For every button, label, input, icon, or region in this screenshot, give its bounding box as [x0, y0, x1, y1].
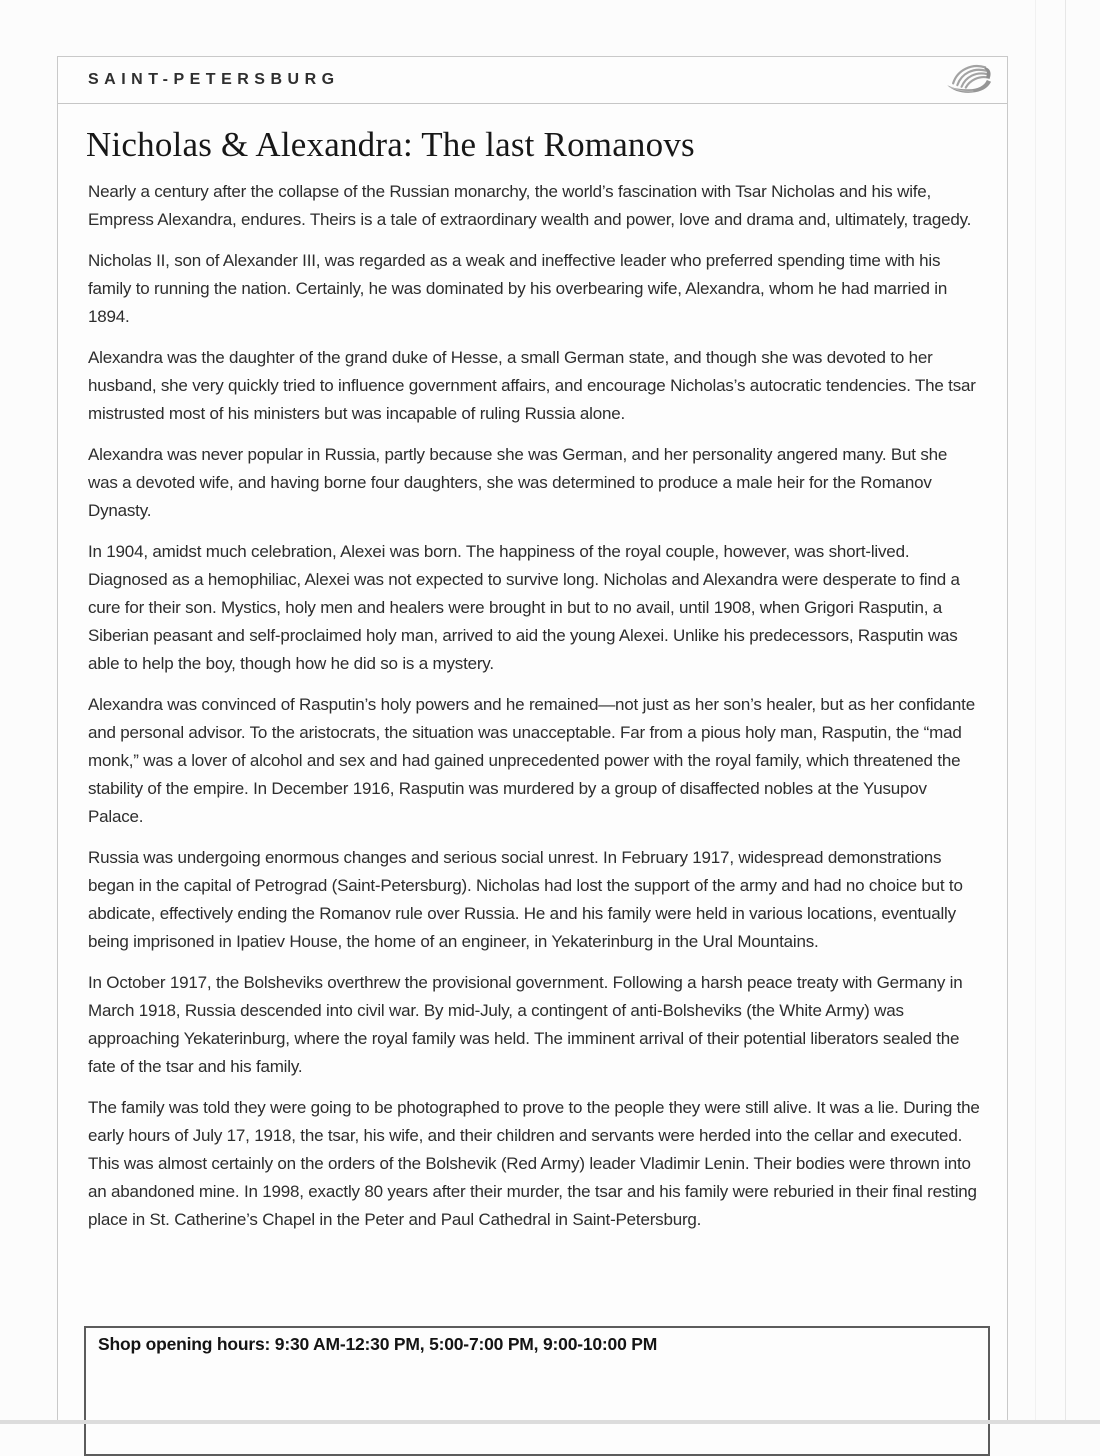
page-edge-shadow-inner [1035, 0, 1036, 1424]
paragraph-intro: Nearly a century after the collapse of the Russian monarchy, the world’s fascination with Tsar Nicholas and his wife, Empress Alexandra, endures. Theirs is a tale of extraordinary wealth and power, love and drama and, ultimately, tragedy. [88, 182, 972, 229]
paragraph-execution: The family was told they were going to be photographed to prove to the people they were still alive. It was a lie. During the early hours of July 17, 1918, the tsar, his wife, and their children and servants were herded into the cellar and executed. This was almost certainly on the orders of the Bolshevik (Red Army) leader Vladimir Lenin. Their bodies were thrown into an abandoned mine. In 1998, exactly 80 years after their murder, the tsar and his family were reburied in their final resting place in St. Catherine’s Chapel in the Peter and Paul Cathedral in Saint-Petersburg. [88, 1098, 980, 1229]
paragraph-alexandra-hesse: Alexandra was the daughter of the grand duke of Hesse, a small German state, and though she was devoted to her husband, she very quickly tried to influence government affairs, and encourage Nicholas’s autocratic tendencies. The tsar mistrusted most of his ministers but was incapable of ruling Russia alone. [88, 348, 976, 423]
paragraph-alexandra-popularity: Alexandra was never popular in Russia, partly because she was German, and her personality angered many. But she was a devoted wife, and having borne four daughters, she was determined to produce a male heir for the Romanov Dynasty. [88, 445, 948, 520]
shop-hours-box [84, 1326, 990, 1456]
paragraph-nicholas: Nicholas II, son of Alexander III, was regarded as a weak and ineffective leader who preferred spending time with his family to running the nation. Certainly, he was dominated by his overbearing wife, Alexandra, whom he had married in 1894. [88, 251, 948, 326]
shop-hours-text: Shop opening hours: 9:30 AM-12:30 PM, 5:00-7:00 PM, 9:00-10:00 PM [98, 1334, 658, 1354]
region-label: SAINT-PETERSBURG [88, 71, 340, 88]
article-title: Nicholas & Alexandra: The last Romanovs [86, 125, 695, 164]
page-edge-shadow [1065, 0, 1066, 1424]
page-header [58, 57, 1007, 104]
paragraph-rasputin-power: Alexandra was convinced of Rasputin’s holy powers and he remained—not just as her son’s healer, but as her confidante and personal advisor. To the aristocrats, the situation was unacceptable. Far from a pious holy man, Rasputin, the “mad monk,” was a lover of alcohol and sex and had gained unprecedented power with the royal family, which threatened the stability of the empire. In December 1916, Rasputin was murdered by a group of disaffected nobles at the Yusupov Palace. [88, 695, 975, 826]
paragraph-civil-war: In October 1917, the Bolsheviks overthrew the provisional government. Following a harsh peace treaty with Germany in March 1918, Russia descended into civil war. By mid-July, a contingent of anti-Bolsheviks (the White Army) was approaching Yekaterinburg, where the royal family was held. The imminent arrival of their potential liberators sealed the fate of the tsar and his family. [88, 973, 963, 1076]
sailing-ship-logo-icon [943, 60, 997, 100]
article-frame [57, 56, 1008, 1424]
paragraph-revolution-1917: Russia was undergoing enormous changes and serious social unrest. In February 1917, widespread demonstrations began in the capital of Petrograd (Saint-Petersburg). Nicholas had lost the support of the army and had no choice but to abdicate, effectively ending the Romanov rule over Russia. He and his family were held in various locations, eventually being imprisoned in Ipatiev House, the home of an engineer, in Yekaterinburg in the Ural Mountains. [88, 848, 963, 951]
article-body [58, 166, 1007, 1234]
scan-bottom-edge [0, 1420, 1100, 1424]
paragraph-alexei-rasputin: In 1904, amidst much celebration, Alexei was born. The happiness of the royal couple, however, was short-lived. Diagnosed as a hemophiliac, Alexei was not expected to survive long. Nicholas and Alexandra were desperate to find a cure for their son. Mystics, holy men and healers were brought in but to no avail, until 1908, when Grigori Rasputin, a Siberian peasant and self-proclaimed holy man, arrived to aid the young Alexei. Unlike his predecessors, Rasputin was able to help the boy, though how he did so is a mystery. [88, 542, 960, 673]
